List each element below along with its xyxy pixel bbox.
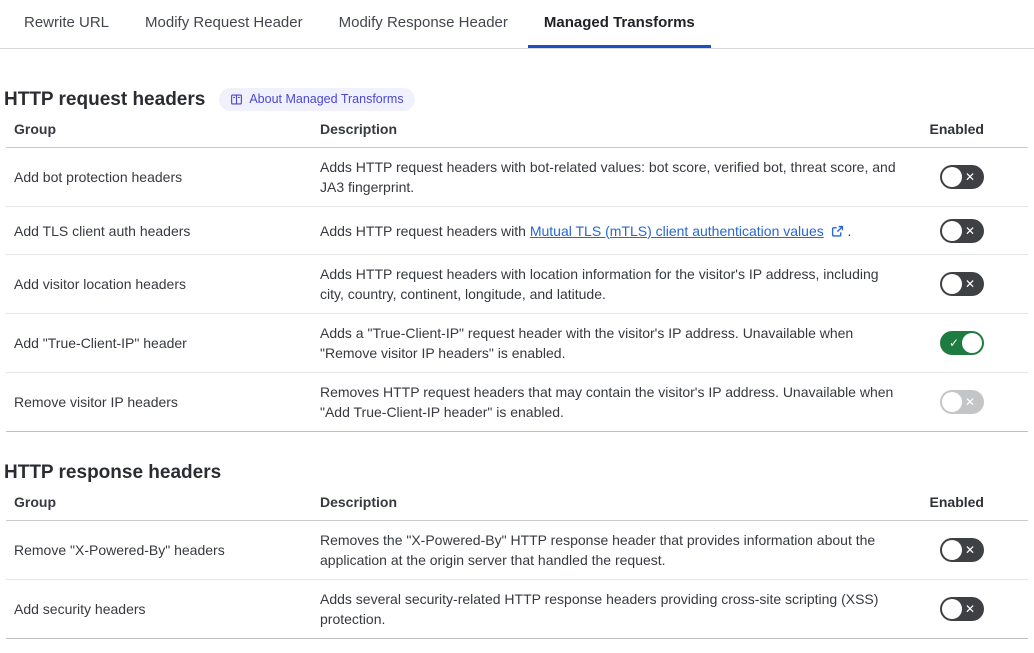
mtls-values-link[interactable]: Mutual TLS (mTLS) client authentication values: [529, 222, 824, 239]
tab-managed-transforms[interactable]: Managed Transforms: [528, 0, 711, 48]
x-icon: ✕: [964, 170, 975, 184]
description-text: .: [847, 222, 852, 239]
book-icon: [230, 93, 243, 106]
tab-bar: [0, 0, 1034, 49]
toggle-knob: [942, 599, 962, 619]
x-icon: ✕: [964, 543, 975, 557]
table-row: [6, 521, 1028, 580]
group-cell: Add visitor location headers: [14, 276, 186, 292]
request-headers-section-header: [4, 88, 1034, 111]
description-text: Removes the "X-Powered-By" HTTP response header that provides information about the application at the origin server that handled the request.: [320, 532, 876, 568]
toggle-remove-visitor-ip-headers: [940, 390, 984, 414]
x-icon: ✕: [964, 223, 975, 238]
group-cell: Add bot protection headers: [14, 169, 183, 185]
description-cell: [320, 323, 940, 363]
about-badge-label: About Managed Transforms: [249, 92, 404, 107]
description-text: Removes HTTP request headers that may contain the visitor's IP address. Unavailable when "Add True-Client-IP header" is enabled.: [320, 384, 894, 420]
toggle-add-visitor-location-headers[interactable]: [940, 272, 984, 296]
toggle-knob: [942, 392, 962, 412]
table-row: [6, 314, 1028, 373]
table-row: [6, 148, 1028, 207]
toggle-add-security-headers[interactable]: [940, 597, 984, 621]
tab-modify-response-header[interactable]: Modify Response Header: [338, 14, 508, 31]
group-cell: Add "True-Client-IP" header: [14, 335, 187, 351]
description-cell: [320, 530, 940, 570]
column-header-description: Description: [320, 494, 398, 510]
check-icon: ✓: [949, 336, 960, 350]
x-icon: ✕: [964, 602, 975, 616]
toggle-remove-x-powered-by-headers[interactable]: [940, 538, 984, 562]
x-icon: ✕: [964, 277, 975, 291]
table-row: [6, 255, 1028, 314]
description-cell: [320, 589, 940, 629]
response-headers-section-header: [4, 462, 1034, 484]
description-text: Adds a "True-Client-IP" request header with the visitor's IP address. Unavailable when "Remove visitor IP headers" is enabled.: [320, 325, 854, 361]
page-title-request-headers: HTTP request headers: [4, 88, 206, 110]
table-row: [6, 373, 1028, 432]
page-title-response-headers: HTTP response headers: [4, 462, 222, 483]
toggle-add-true-client-ip-header[interactable]: [940, 331, 984, 355]
table-row: [6, 207, 1028, 255]
toggle-knob: [942, 274, 962, 294]
tab-rewrite-url[interactable]: Rewrite URL: [24, 14, 110, 31]
about-managed-transforms-badge[interactable]: [219, 88, 414, 111]
table-row: [6, 580, 1028, 639]
table-header-row: [6, 484, 1028, 521]
column-header-description: Description: [320, 121, 398, 137]
group-cell: Add security headers: [14, 601, 146, 617]
toggle-knob: [942, 540, 962, 560]
column-header-group: Group: [14, 494, 56, 510]
description-text: Adds several security-related HTTP response headers providing cross-site scripting (XSS) protection.: [320, 591, 879, 627]
tab-modify-request-header[interactable]: Modify Request Header: [145, 14, 303, 31]
description-text: Adds HTTP request headers with location information for the visitor's IP address, including city, country, continent, longitude, and latitude.: [320, 266, 879, 302]
description-text: Adds HTTP request headers with: [320, 222, 530, 239]
toggle-knob: [942, 167, 962, 187]
column-header-group: Group: [14, 121, 56, 137]
description-cell: [320, 264, 940, 304]
toggle-knob: [962, 333, 982, 353]
response-headers-table: [6, 484, 1028, 639]
toggle-add-bot-protection-headers[interactable]: [940, 165, 984, 189]
request-headers-table: [6, 111, 1028, 432]
toggle-knob: [942, 221, 962, 241]
toggle-add-tls-client-auth-headers[interactable]: [940, 219, 984, 243]
description-cell: [320, 221, 940, 241]
group-cell: Remove visitor IP headers: [14, 394, 178, 410]
description-cell: [320, 157, 940, 197]
description-cell: [320, 382, 940, 422]
x-icon: ✕: [964, 395, 975, 409]
group-cell: Add TLS client auth headers: [14, 222, 191, 239]
column-header-enabled: Enabled: [929, 121, 984, 137]
column-header-enabled: Enabled: [929, 494, 984, 510]
group-cell: Remove "X-Powered-By" headers: [14, 542, 225, 558]
external-link-icon[interactable]: [827, 223, 848, 239]
table-header-row: [6, 111, 1028, 148]
description-text: Adds HTTP request headers with bot-related values: bot score, verified bot, threat score, and JA3 fingerprint.: [320, 159, 896, 195]
